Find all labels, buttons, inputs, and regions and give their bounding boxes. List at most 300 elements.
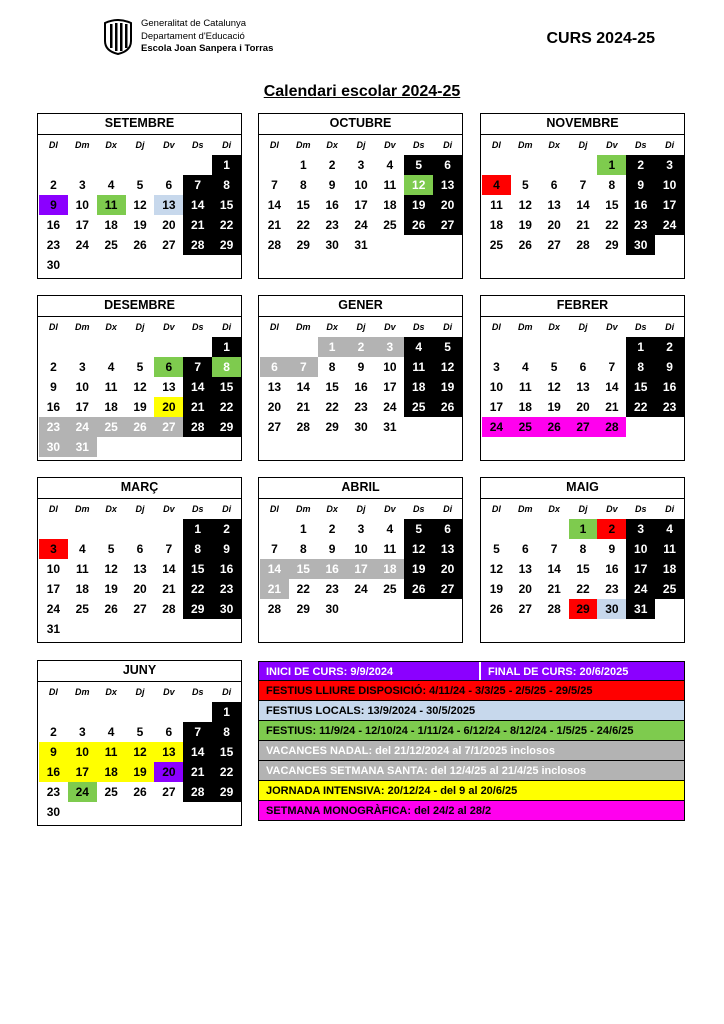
day-cell: 5 xyxy=(433,337,462,357)
day-cell: 30 xyxy=(39,437,68,457)
empty-cell xyxy=(655,235,684,255)
day-cell: 20 xyxy=(433,195,462,215)
day-cell: 21 xyxy=(183,215,212,235)
day-cell: 14 xyxy=(183,742,212,762)
weekday-label: Dx xyxy=(326,322,338,332)
weekday-label: Dv xyxy=(163,504,175,514)
day-cell: 22 xyxy=(212,397,241,417)
week-row xyxy=(482,559,684,579)
day-cell: 20 xyxy=(433,559,462,579)
day-cell: 22 xyxy=(212,215,241,235)
week-row xyxy=(39,215,241,235)
weekday-label: Dj xyxy=(135,687,145,697)
week-row xyxy=(482,377,684,397)
day-cell: 2 xyxy=(50,360,57,374)
week-row xyxy=(482,337,684,357)
day-cell: 11 xyxy=(104,380,118,394)
empty-cell xyxy=(154,155,183,175)
month-abril xyxy=(258,477,463,643)
day-cell: 9 xyxy=(626,175,655,195)
empty-cell xyxy=(511,337,540,357)
day-cell: 5 xyxy=(493,542,500,556)
empty-cell xyxy=(569,155,598,175)
empty-cell xyxy=(212,437,241,457)
weekday-label: Ds xyxy=(634,504,647,514)
week-row xyxy=(39,539,241,559)
empty-cell xyxy=(126,255,155,275)
weekday-label: Dl xyxy=(491,504,501,514)
day-cell: 5 xyxy=(136,360,144,374)
day-cell: 10 xyxy=(626,539,655,559)
day-cell: 1 xyxy=(318,337,347,357)
week-row xyxy=(39,377,241,397)
weekday-label: Dl xyxy=(491,322,501,332)
day-cell: 21 xyxy=(296,400,310,414)
day-cell: 5 xyxy=(404,519,433,539)
day-cell: 20 xyxy=(133,582,147,596)
day-cell: 29 xyxy=(212,782,241,802)
month-name: NOVEMBRE xyxy=(481,114,684,135)
week-row xyxy=(482,599,684,619)
day-cell: 10 xyxy=(68,742,97,762)
day-cell: 19 xyxy=(547,400,561,414)
week-row xyxy=(39,417,241,437)
day-cell: 29 xyxy=(296,602,310,616)
month-novembre xyxy=(480,113,685,279)
empty-cell xyxy=(626,417,655,437)
weekday-label: Ds xyxy=(634,322,647,332)
day-cell: 28 xyxy=(547,602,561,616)
weekday-label: Dl xyxy=(48,322,58,332)
empty-cell xyxy=(183,437,212,457)
day-cell: 13 xyxy=(133,562,147,576)
day-cell: 22 xyxy=(296,582,310,596)
day-cell: 12 xyxy=(518,198,532,212)
week-row xyxy=(482,235,684,255)
day-cell: 9 xyxy=(357,360,365,374)
weekday-label: Dj xyxy=(578,140,588,150)
empty-cell xyxy=(126,155,155,175)
day-cell: 16 xyxy=(46,218,61,232)
day-cell: 18 xyxy=(75,582,89,596)
day-cell: 1 xyxy=(183,519,212,539)
day-cell: 20 xyxy=(267,400,282,414)
day-cell: 27 xyxy=(154,417,183,437)
weekday-label: Dv xyxy=(606,140,618,150)
day-cell: 27 xyxy=(162,238,176,252)
week-row xyxy=(260,235,462,255)
day-cell: 21 xyxy=(605,400,619,414)
day-cell: 3 xyxy=(78,360,86,374)
weekday-label: Dv xyxy=(384,140,396,150)
day-cell: 22 xyxy=(626,397,655,417)
day-cell: 4 xyxy=(655,519,684,539)
day-cell: 12 xyxy=(133,380,147,394)
day-cell: 6 xyxy=(521,542,529,556)
day-cell: 2 xyxy=(50,178,57,192)
empty-cell xyxy=(154,519,183,539)
day-cell: 4 xyxy=(107,360,115,374)
day-cell: 18 xyxy=(97,762,126,782)
empty-cell xyxy=(183,619,212,639)
week-row xyxy=(260,519,462,539)
weekday-label: Dv xyxy=(384,504,396,514)
weekday-label: Dm xyxy=(518,140,533,150)
weekday-label: Dl xyxy=(269,322,279,332)
day-cell: 10 xyxy=(354,542,368,556)
weekday-label: Di xyxy=(222,140,232,150)
day-cell: 14 xyxy=(162,562,176,576)
week-row xyxy=(260,599,462,619)
day-cell: 28 xyxy=(183,235,212,255)
week-row xyxy=(39,397,241,417)
day-cell: 25 xyxy=(489,238,504,252)
empty-cell xyxy=(126,437,155,457)
day-cell: 19 xyxy=(133,218,147,232)
week-row xyxy=(260,377,462,397)
day-cell: 15 xyxy=(576,562,590,576)
empty-cell xyxy=(68,255,97,275)
weekday-label: Dj xyxy=(356,322,366,332)
day-cell: 8 xyxy=(299,542,307,556)
weekday-label: Dj xyxy=(356,504,366,514)
empty-cell xyxy=(68,802,97,822)
day-cell: 24 xyxy=(354,582,368,596)
day-cell: 13 xyxy=(547,198,561,212)
day-cell: 3 xyxy=(493,360,500,374)
weekday-label: Dj xyxy=(578,322,588,332)
weekday-label: Ds xyxy=(191,504,204,514)
day-cell: 9 xyxy=(39,195,68,215)
day-cell: 14 xyxy=(605,380,619,394)
day-cell: 4 xyxy=(386,158,394,172)
weekday-header xyxy=(482,135,684,155)
day-cell: 5 xyxy=(136,178,144,192)
day-cell: 28 xyxy=(183,782,212,802)
weekday-label: Dm xyxy=(75,322,90,332)
empty-cell xyxy=(540,155,569,175)
empty-cell xyxy=(260,519,289,539)
week-row xyxy=(39,559,241,579)
day-cell: 23 xyxy=(39,417,68,437)
empty-cell xyxy=(212,619,241,639)
day-cell: 14 xyxy=(267,198,282,212)
day-cell: 4 xyxy=(404,337,433,357)
empty-cell xyxy=(183,337,212,357)
weekday-label: Di xyxy=(665,140,675,150)
day-cell: 4 xyxy=(482,175,511,195)
day-cell: 1 xyxy=(299,158,307,172)
day-cell: 7 xyxy=(289,357,318,377)
day-cell: 17 xyxy=(75,400,89,414)
day-cell: 16 xyxy=(325,198,339,212)
day-cell: 24 xyxy=(383,400,397,414)
day-cell: 5 xyxy=(136,725,144,739)
empty-cell xyxy=(97,155,126,175)
empty-cell xyxy=(97,802,126,822)
day-cell: 21 xyxy=(183,762,212,782)
weekday-label: Dm xyxy=(75,140,90,150)
day-cell: 16 xyxy=(354,380,368,394)
day-cell: 25 xyxy=(97,417,126,437)
day-cell: 29 xyxy=(296,238,310,252)
weekday-label: Dj xyxy=(135,322,145,332)
day-cell: 2 xyxy=(347,337,376,357)
day-cell: 30 xyxy=(46,258,61,272)
day-cell: 26 xyxy=(133,238,147,252)
day-cell: 22 xyxy=(183,579,212,599)
weekday-label: Ds xyxy=(412,140,425,150)
empty-cell xyxy=(183,802,212,822)
weekday-label: Dm xyxy=(296,140,311,150)
page-title: Calendari escolar 2024-25 xyxy=(263,83,461,100)
day-cell: 23 xyxy=(626,215,655,235)
week-row xyxy=(260,539,462,559)
day-cell: 15 xyxy=(183,559,212,579)
weekday-header xyxy=(260,135,462,155)
weekday-header xyxy=(482,499,684,519)
day-cell: 26 xyxy=(133,785,147,799)
day-cell: 27 xyxy=(433,579,462,599)
empty-cell xyxy=(68,702,97,722)
day-cell: 30 xyxy=(212,599,241,619)
day-cell: 10 xyxy=(354,178,368,192)
day-cell: 25 xyxy=(383,218,397,232)
empty-cell xyxy=(39,155,68,175)
day-cell: 12 xyxy=(547,380,561,394)
day-cell: 25 xyxy=(511,417,540,437)
day-cell: 22 xyxy=(325,400,339,414)
empty-cell xyxy=(404,599,433,619)
week-row xyxy=(39,619,241,639)
day-cell: 24 xyxy=(46,602,61,616)
day-cell: 20 xyxy=(154,397,183,417)
empty-cell xyxy=(39,337,68,357)
empty-cell xyxy=(433,599,462,619)
day-cell: 28 xyxy=(162,602,176,616)
weekday-label: Di xyxy=(443,140,453,150)
day-cell: 26 xyxy=(540,417,569,437)
day-cell: 27 xyxy=(433,215,462,235)
day-cell: 17 xyxy=(626,559,655,579)
weekday-header xyxy=(39,499,241,519)
weekday-label: Dm xyxy=(75,504,90,514)
org-name: Generalitat de Catalunya xyxy=(141,18,247,29)
week-row xyxy=(39,579,241,599)
day-cell: 17 xyxy=(46,582,61,596)
day-cell: 30 xyxy=(626,235,655,255)
day-cell: 13 xyxy=(518,562,532,576)
day-cell: 11 xyxy=(404,357,433,377)
day-cell: 6 xyxy=(165,178,173,192)
day-cell: 9 xyxy=(212,539,241,559)
day-cell: 14 xyxy=(260,559,289,579)
day-cell: 12 xyxy=(489,562,504,576)
day-cell: 27 xyxy=(547,238,561,252)
weekday-label: Dv xyxy=(163,322,175,332)
empty-cell xyxy=(433,235,462,255)
empty-cell xyxy=(97,702,126,722)
day-cell: 24 xyxy=(68,417,97,437)
day-cell: 18 xyxy=(655,559,684,579)
month-name: ABRIL xyxy=(259,478,462,499)
weekday-label: Dv xyxy=(163,687,175,697)
day-cell: 4 xyxy=(78,542,86,556)
weekday-label: Dj xyxy=(356,140,366,150)
day-cell: 28 xyxy=(183,417,212,437)
weekday-label: Dl xyxy=(491,140,501,150)
day-cell: 5 xyxy=(404,155,433,175)
week-row xyxy=(39,519,241,539)
day-cell: 24 xyxy=(655,215,684,235)
day-cell: 31 xyxy=(354,238,368,252)
weekday-label: Dl xyxy=(48,687,58,697)
day-cell: 19 xyxy=(133,400,147,414)
empty-cell xyxy=(97,337,126,357)
empty-cell xyxy=(154,619,183,639)
day-cell: 14 xyxy=(183,195,212,215)
day-cell: 15 xyxy=(626,377,655,397)
empty-cell xyxy=(97,619,126,639)
day-cell: 30 xyxy=(325,238,339,252)
day-cell: 3 xyxy=(626,519,655,539)
week-row xyxy=(39,175,241,195)
day-cell: 31 xyxy=(626,599,655,619)
day-cell: 1 xyxy=(212,155,241,175)
day-cell: 23 xyxy=(212,579,241,599)
day-cell: 18 xyxy=(489,218,504,232)
day-cell: 11 xyxy=(655,539,684,559)
day-cell: 1 xyxy=(569,519,598,539)
weekday-label: Di xyxy=(222,322,232,332)
day-cell: 6 xyxy=(433,519,462,539)
day-cell: 21 xyxy=(576,218,590,232)
day-cell: 15 xyxy=(325,380,339,394)
empty-cell xyxy=(260,337,289,357)
week-row xyxy=(482,397,684,417)
day-cell: 18 xyxy=(383,198,397,212)
day-cell: 15 xyxy=(212,377,241,397)
day-cell: 27 xyxy=(162,785,176,799)
day-cell: 26 xyxy=(104,602,118,616)
day-cell: 26 xyxy=(126,417,155,437)
weekday-label: Dx xyxy=(548,322,560,332)
empty-cell xyxy=(482,155,511,175)
week-row xyxy=(39,802,241,822)
day-cell: 23 xyxy=(325,218,339,232)
day-cell: 23 xyxy=(46,238,61,252)
month-març xyxy=(37,477,242,643)
day-cell: 6 xyxy=(550,178,558,192)
weekday-label: Ds xyxy=(412,322,425,332)
day-cell: 15 xyxy=(212,742,241,762)
weekday-label: Dx xyxy=(105,504,117,514)
day-cell: 29 xyxy=(569,599,598,619)
day-cell: 14 xyxy=(576,198,590,212)
legend-inici: INICI DE CURS: 9/9/2024 xyxy=(259,662,481,680)
weekday-label: Dv xyxy=(163,140,175,150)
empty-cell xyxy=(154,702,183,722)
day-cell: 11 xyxy=(97,195,126,215)
day-cell: 1 xyxy=(299,522,307,536)
empty-cell xyxy=(375,599,404,619)
day-cell: 25 xyxy=(383,582,397,596)
day-cell: 20 xyxy=(162,218,176,232)
day-cell: 19 xyxy=(104,582,118,596)
week-row xyxy=(260,195,462,215)
day-cell: 31 xyxy=(68,437,97,457)
day-cell: 7 xyxy=(579,178,587,192)
day-cell: 31 xyxy=(383,420,397,434)
day-cell: 28 xyxy=(267,238,282,252)
day-cell: 10 xyxy=(383,360,397,374)
weekday-label: Dl xyxy=(269,504,279,514)
day-cell: 17 xyxy=(489,400,504,414)
empty-cell xyxy=(212,802,241,822)
weekday-label: Ds xyxy=(191,322,204,332)
day-cell: 26 xyxy=(489,602,504,616)
day-cell: 19 xyxy=(518,218,532,232)
day-cell: 16 xyxy=(46,400,61,414)
day-cell: 4 xyxy=(107,725,115,739)
day-cell: 12 xyxy=(433,357,462,377)
weekday-label: Ds xyxy=(191,687,204,697)
empty-cell xyxy=(154,337,183,357)
month-octubre xyxy=(258,113,463,279)
day-cell: 6 xyxy=(579,360,587,374)
legend-final: FINAL DE CURS: 20/6/2025 xyxy=(488,666,629,678)
week-row xyxy=(260,579,462,599)
day-cell: 1 xyxy=(597,155,626,175)
week-row xyxy=(260,215,462,235)
day-cell: 26 xyxy=(404,215,433,235)
day-cell: 17 xyxy=(68,762,97,782)
day-cell: 15 xyxy=(605,198,619,212)
week-row xyxy=(260,357,462,377)
day-cell: 3 xyxy=(375,337,404,357)
week-row xyxy=(39,255,241,275)
day-cell: 7 xyxy=(271,178,278,192)
weekday-header xyxy=(39,317,241,337)
day-cell: 25 xyxy=(104,785,118,799)
day-cell: 14 xyxy=(183,377,212,397)
day-cell: 18 xyxy=(104,218,118,232)
week-row xyxy=(39,782,241,802)
empty-cell xyxy=(404,417,433,437)
day-cell: 21 xyxy=(267,218,282,232)
day-cell: 29 xyxy=(605,238,619,252)
day-cell: 23 xyxy=(655,397,684,417)
day-cell: 6 xyxy=(154,357,183,377)
week-row xyxy=(260,155,462,175)
day-cell: 17 xyxy=(347,559,376,579)
day-cell: 12 xyxy=(126,742,155,762)
weekday-label: Dm xyxy=(518,322,533,332)
week-row xyxy=(39,357,241,377)
month-name: MARÇ xyxy=(38,478,241,499)
legend-jornada-intensiva: JORNADA INTENSIVA: 20/12/24 - del 9 al 20/6/25 xyxy=(258,781,685,801)
empty-cell xyxy=(154,255,183,275)
empty-cell xyxy=(126,337,155,357)
weekday-label: Dm xyxy=(518,504,533,514)
month-name: JUNY xyxy=(38,661,241,682)
empty-cell xyxy=(68,619,97,639)
day-cell: 19 xyxy=(404,559,433,579)
week-row xyxy=(482,155,684,175)
weekday-label: Dx xyxy=(105,140,117,150)
legend-vacances-setmana-santa: VACANCES SETMANA SANTA: del 12/4/25 al 21/4/25 inclosos xyxy=(258,761,685,781)
day-cell: 13 xyxy=(154,742,183,762)
